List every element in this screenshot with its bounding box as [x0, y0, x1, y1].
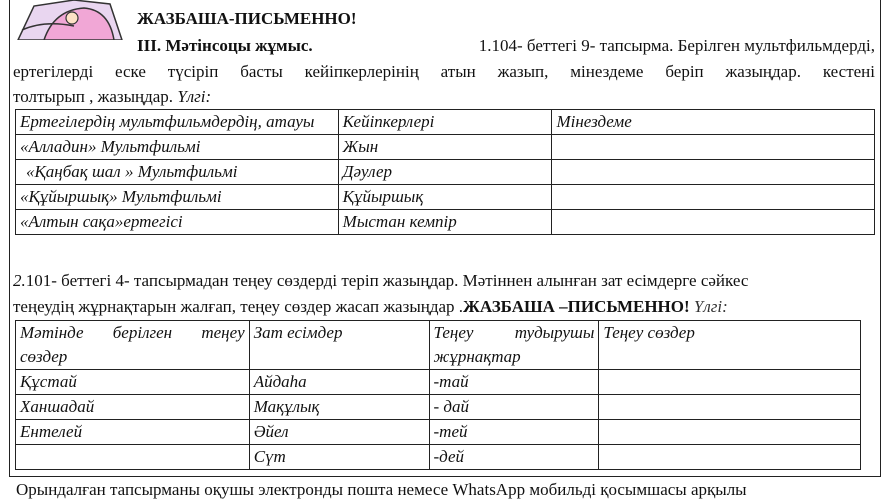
- task2-line1-rest: 101- беттегі 4- тапсырмадан теңеу сөздерді теріп жазыңдар. Мәтіннен алынған зат есімдерге сәйкес: [25, 271, 749, 290]
- table-cell: «Алтын сақа»ертегісі: [16, 210, 339, 235]
- table-cell: «Алладин» Мультфильмі: [16, 135, 339, 160]
- task2-bold: ЖАЗБАША –ПИСЬМЕННО!: [463, 297, 690, 316]
- table-header-row: [16, 110, 875, 135]
- table-cell: -тай: [429, 370, 599, 395]
- table-row: [16, 185, 875, 210]
- table-row: [16, 135, 875, 160]
- header-title: ЖАЗБАША-ПИСЬМЕННО!: [137, 9, 357, 28]
- table-cell: Айдаһа: [249, 370, 429, 395]
- table-cell: Құстай: [16, 370, 250, 395]
- table-cell: Ентелей: [16, 420, 250, 445]
- table-row: [16, 395, 861, 420]
- task3-line1-rest: 1.104- беттегі 9- тапсырма. Берілген мультфильмдерді,: [478, 36, 875, 55]
- table-cell: -тей: [429, 420, 599, 445]
- task2-line2: [13, 297, 728, 317]
- task3-line2: ертегілерді еске түсіріп басты кейіпкерлерінің атын жазып, мінездеме беріп жазыңдар. кестені: [13, 62, 875, 81]
- task2-line1: [13, 271, 875, 291]
- table-header-cell: Ертегілердің мультфильмдердің, атауы: [16, 110, 339, 135]
- table-cell: Жын: [338, 135, 552, 160]
- table-cell: [599, 395, 861, 420]
- table-cell: [552, 135, 875, 160]
- table-row: [16, 210, 875, 235]
- table-cell: «Құйыршық» Мультфильмі: [16, 185, 339, 210]
- task3-line1: [137, 36, 875, 56]
- task3-number: III.: [137, 36, 162, 55]
- table-cell: [599, 445, 861, 470]
- table-header-row: [16, 321, 861, 370]
- table-cell: -дей: [429, 445, 599, 470]
- task3-line3-text: толтырып , жазыңдар.: [13, 87, 174, 106]
- task2-line2-text: теңеудің жұрнақтарын жалғап, теңеу сөздер жасап жазыңдар .: [13, 297, 464, 316]
- table-row: [16, 370, 861, 395]
- table-header-cell: Мәтінде берілген теңеу сөздер: [16, 321, 250, 370]
- task2-number: 2.: [13, 271, 26, 290]
- table-cell: Дәулер: [338, 160, 552, 185]
- table-cell: [16, 445, 250, 470]
- table-row: [16, 160, 875, 185]
- table-header-cell: Теңеу тудырушы жұрнақтар: [429, 321, 599, 370]
- table-cell: Сүт: [249, 445, 429, 470]
- table-header-cell: Зат есімдер: [249, 321, 429, 370]
- cartoon-illustration: [14, 0, 126, 40]
- table-cell: [599, 370, 861, 395]
- table-cell: Ханшадай: [16, 395, 250, 420]
- table-cell: [552, 185, 875, 210]
- table-header-cell: Теңеу сөздер: [599, 321, 861, 370]
- table-header-cell: Мінездеме: [552, 110, 875, 135]
- task3-sample: Үлгі:: [177, 87, 212, 106]
- task3-line3: [13, 87, 211, 107]
- footer-text: Орындалған тапсырманы оқушы электронды пошта немесе WhatsApp мобильді қосымшасы арқылы: [16, 480, 747, 499]
- similes-table: [15, 320, 861, 470]
- table-row: [16, 445, 861, 470]
- characters-table: [15, 109, 875, 235]
- table-cell: [552, 160, 875, 185]
- table-cell: Құйыршық: [338, 185, 552, 210]
- table-cell: - дай: [429, 395, 599, 420]
- table-row: [16, 420, 861, 445]
- table-cell: [599, 420, 861, 445]
- task2-sample: Үлгі:: [693, 297, 728, 316]
- table-header-cell: Кейіпкерлері: [338, 110, 552, 135]
- table-cell: Әйел: [249, 420, 429, 445]
- table-cell: Мақұлық: [249, 395, 429, 420]
- table-cell: Мыстан кемпір: [338, 210, 552, 235]
- table-cell: [552, 210, 875, 235]
- table-cell: «Қаңбақ шал » Мультфильмі: [16, 160, 339, 185]
- task3-heading: Мәтінсоцы жұмыс.: [165, 36, 313, 55]
